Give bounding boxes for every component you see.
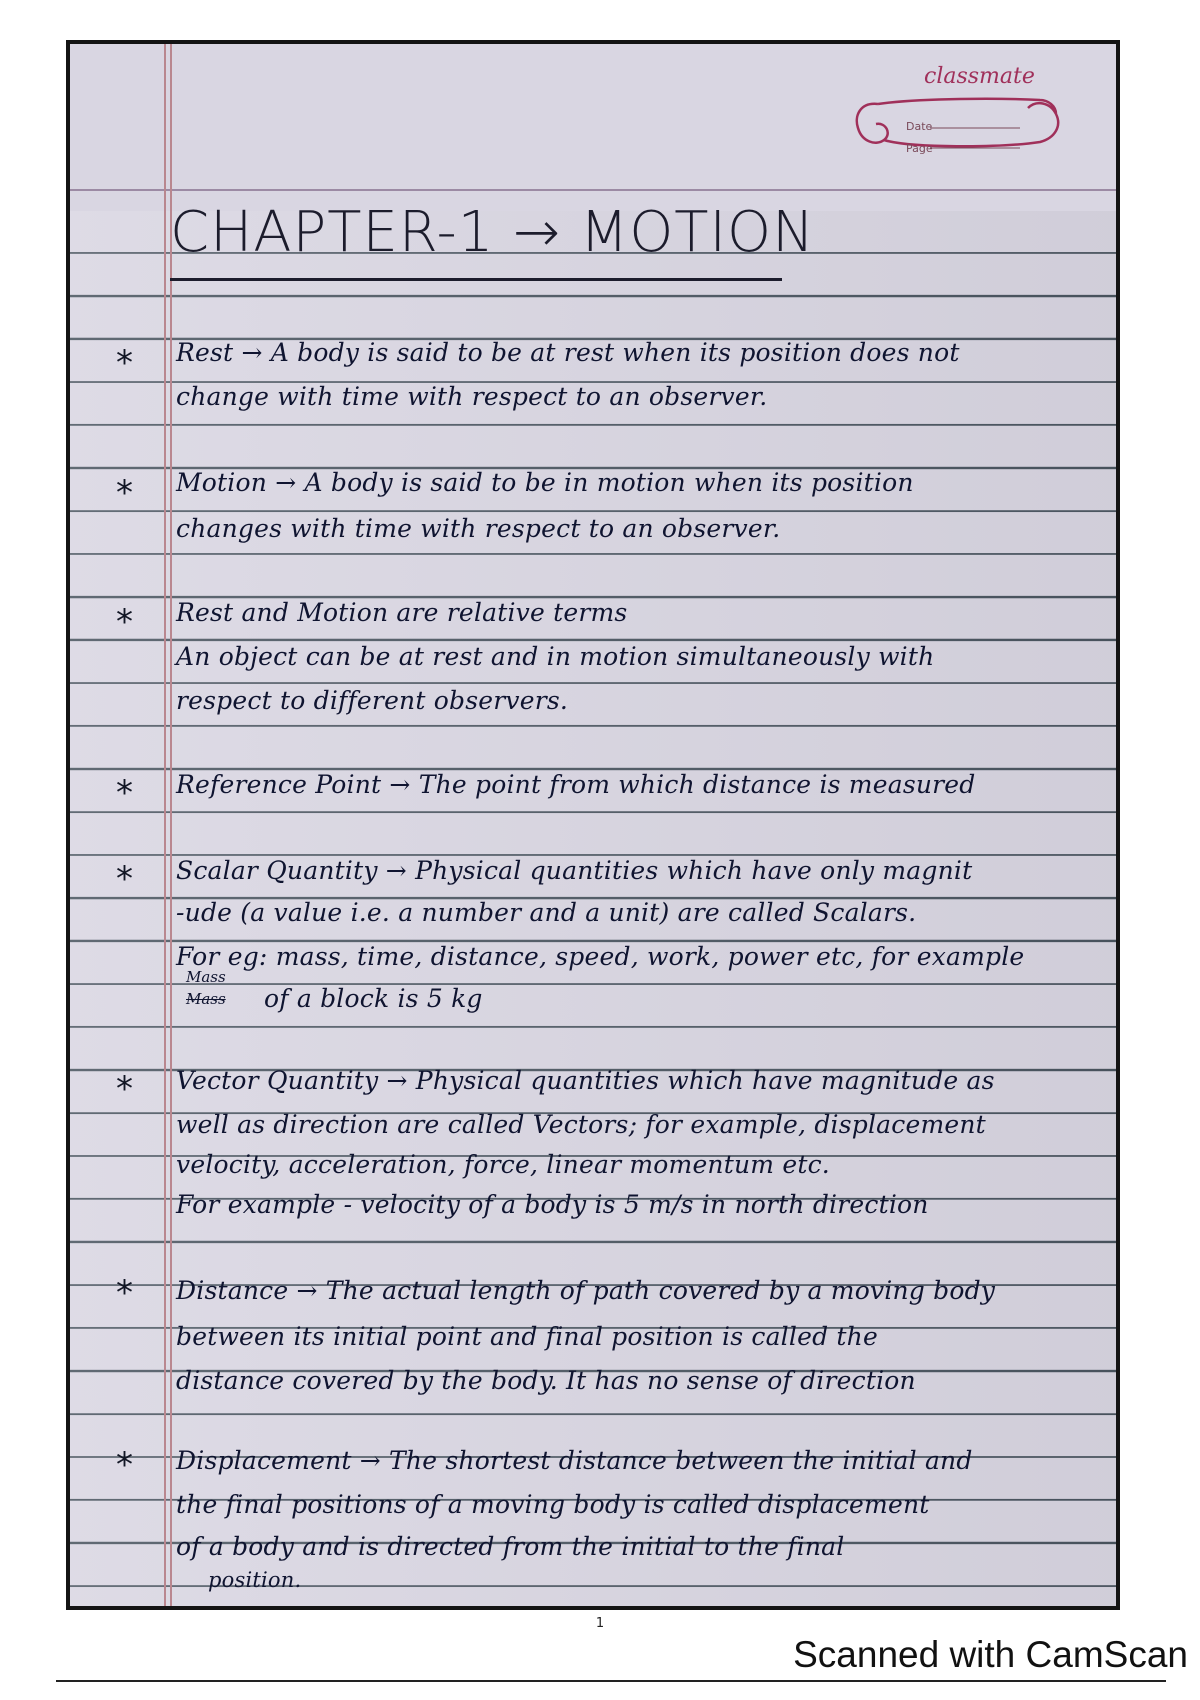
note-line: Displacement → The shortest distance between the initial and [176,1446,973,1475]
title-underline [170,278,782,281]
correction-inserted: Mass [186,968,226,986]
note-line: well as direction are called Vectors; for example, displacement [176,1110,986,1139]
bottom-rule [56,1680,1166,1682]
note-line: of a block is 5 kg [264,984,483,1013]
bullet-asterisk-icon: * [116,1445,133,1485]
date-label: Date [906,120,933,133]
bullet-asterisk-icon: * [116,1273,133,1313]
page-label: Page [906,142,933,155]
note-line: of a body and is directed from the initial to the final [176,1532,845,1561]
correction-struck: Mass [186,990,226,1008]
note-line: -ude (a value i.e. a number and a unit) are called Scalars. [176,898,917,927]
note-line: changes with time with respect to an observer. [176,514,781,543]
bullet-asterisk-icon: * [116,343,133,383]
bullet-asterisk-icon: * [116,473,133,513]
note-line: For eg: mass, time, distance, speed, work, power etc, for example [176,942,1025,971]
bullet-asterisk-icon: * [116,1069,133,1109]
note-line: Motion → A body is said to be in motion when its position [176,468,914,497]
note-line: between its initial point and final position is called the [176,1322,878,1351]
margin-line [164,44,166,1606]
note-line: respect to different observers. [176,686,569,715]
scanner-watermark: Scanned with CamScan [793,1634,1188,1675]
scroll-ornament-icon [850,86,1065,166]
bullet-asterisk-icon: * [116,859,133,899]
note-line: Rest and Motion are relative terms [176,598,628,627]
bullet-asterisk-icon: * [116,602,133,642]
note-line: Reference Point → The point from which distance is measured [176,770,976,799]
note-line: For example - velocity of a body is 5 m/s in north direction [176,1190,929,1219]
bullet-asterisk-icon: * [116,773,133,813]
header-rule [70,189,1116,191]
note-line: distance covered by the body. It has no sense of direction [176,1366,916,1395]
page-number: 1 [595,1616,605,1631]
note-line: Scalar Quantity → Physical quantities which have only magnit [176,856,973,885]
brand-name: classmate [924,64,1035,89]
chapter-title: CHAPTER-1 → MOTION [170,200,815,265]
note-line: velocity, acceleration, force, linear momentum etc. [176,1150,830,1179]
note-line: the final positions of a moving body is called displacement [176,1490,930,1519]
note-line: change with time with respect to an observer. [176,382,768,411]
note-line: Vector Quantity → Physical quantities which have magnitude as [176,1066,995,1095]
note-line: position. [208,1568,302,1592]
note-line: Distance → The actual length of path covered by a moving body [176,1276,996,1305]
note-line: Rest → A body is said to be at rest when its position does not [176,338,960,367]
classmate-brand-box [850,64,1080,179]
note-line: An object can be at rest and in motion simultaneously with [176,642,935,671]
